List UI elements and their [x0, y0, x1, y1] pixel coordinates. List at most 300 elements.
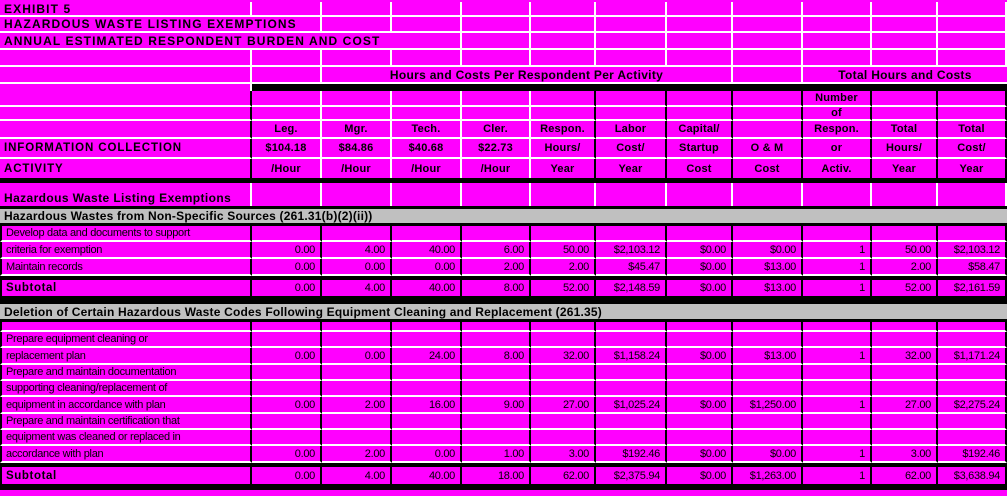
- empty-cell[interactable]: [667, 381, 733, 397]
- empty-cell[interactable]: [938, 17, 1007, 33]
- empty-cell[interactable]: [667, 189, 733, 206]
- empty-cell[interactable]: [322, 2, 392, 17]
- activity-label-cell[interactable]: Prepare and maintain documentation: [0, 365, 252, 381]
- empty-cell[interactable]: [596, 17, 667, 33]
- empty-cell[interactable]: [872, 2, 938, 17]
- value-cell[interactable]: $0.00: [667, 446, 733, 463]
- empty-cell[interactable]: [596, 189, 667, 206]
- subtotal-value-cell[interactable]: $2,148.59: [596, 280, 667, 296]
- subtotal-value-cell[interactable]: 40.00: [392, 280, 462, 296]
- value-cell[interactable]: 3.00: [531, 446, 596, 463]
- empty-cell[interactable]: [462, 2, 531, 17]
- column-header-cell[interactable]: $104.18: [252, 139, 322, 159]
- row-header-cell[interactable]: ACTIVITY: [0, 159, 252, 178]
- empty-cell[interactable]: [733, 414, 803, 430]
- value-cell[interactable]: $0.00: [667, 259, 733, 276]
- empty-cell[interactable]: [803, 381, 872, 397]
- empty-cell[interactable]: [596, 332, 667, 348]
- value-cell[interactable]: 2.00: [322, 446, 392, 463]
- empty-cell[interactable]: [872, 430, 938, 446]
- empty-cell[interactable]: [531, 365, 596, 381]
- empty-cell[interactable]: [733, 67, 803, 84]
- empty-cell[interactable]: [667, 226, 733, 242]
- empty-cell[interactable]: [596, 50, 667, 67]
- value-cell[interactable]: 1.00: [462, 446, 531, 463]
- empty-cell: [531, 322, 596, 332]
- column-header-cell[interactable]: [938, 107, 1007, 121]
- column-header-cell[interactable]: /Hour: [252, 159, 322, 178]
- value-cell[interactable]: 0.00: [392, 446, 462, 463]
- value-cell[interactable]: 8.00: [462, 348, 531, 365]
- empty-cell[interactable]: [872, 381, 938, 397]
- empty-cell[interactable]: [803, 189, 872, 206]
- activity-row: [0, 259, 1007, 276]
- subtotal-value-cell[interactable]: 1: [803, 467, 872, 484]
- subtotal-value-cell[interactable]: $1,263.00: [733, 467, 803, 484]
- empty-cell[interactable]: [733, 50, 803, 67]
- value-cell[interactable]: 40.00: [392, 242, 462, 259]
- column-header-row: [0, 91, 1007, 107]
- value-cell[interactable]: 6.00: [462, 242, 531, 259]
- empty-cell[interactable]: [803, 33, 872, 50]
- empty-cell[interactable]: [938, 33, 1007, 50]
- subtotal-value-cell[interactable]: $2,375.94: [596, 467, 667, 484]
- subtotal-value-cell[interactable]: 0.00: [252, 467, 322, 484]
- sheet-title-cell[interactable]: EXHIBIT 5: [0, 2, 252, 17]
- empty-cell[interactable]: [462, 332, 531, 348]
- sheet-title-cell[interactable]: HAZARDOUS WASTE LISTING EXEMPTIONS: [0, 17, 322, 33]
- value-cell[interactable]: 1: [803, 348, 872, 365]
- empty-cell[interactable]: [938, 226, 1007, 242]
- column-header-cell[interactable]: Respon.: [531, 121, 596, 139]
- blank-row: [0, 50, 1007, 67]
- value-cell[interactable]: $192.46: [596, 446, 667, 463]
- empty-cell[interactable]: [392, 17, 462, 33]
- column-header-cell[interactable]: /Hour: [392, 159, 462, 178]
- empty-cell[interactable]: [462, 430, 531, 446]
- row-header-cell[interactable]: [0, 121, 252, 139]
- empty-cell: [0, 84, 252, 91]
- empty-cell[interactable]: [803, 226, 872, 242]
- value-cell[interactable]: $1,158.24: [596, 348, 667, 365]
- empty-cell[interactable]: [0, 50, 252, 67]
- empty-cell[interactable]: [938, 2, 1007, 17]
- column-header-cell[interactable]: [322, 107, 392, 121]
- column-header-cell[interactable]: Year: [531, 159, 596, 178]
- subtotal-value-cell[interactable]: 62.00: [872, 467, 938, 484]
- value-cell[interactable]: $1,250.00: [733, 397, 803, 414]
- empty-cell[interactable]: [392, 332, 462, 348]
- empty-cell[interactable]: [667, 365, 733, 381]
- empty-cell: [322, 322, 392, 332]
- value-cell[interactable]: 9.00: [462, 397, 531, 414]
- column-header-cell[interactable]: Hours/: [872, 139, 938, 159]
- column-header-cell[interactable]: [462, 107, 531, 121]
- value-cell[interactable]: $2,103.12: [938, 242, 1007, 259]
- empty-cell[interactable]: [938, 365, 1007, 381]
- empty-cell[interactable]: [938, 381, 1007, 397]
- empty-cell[interactable]: [322, 414, 392, 430]
- empty-cell[interactable]: [462, 50, 531, 67]
- column-header-cell[interactable]: $84.86: [322, 139, 392, 159]
- empty-cell[interactable]: [392, 189, 462, 206]
- empty-cell[interactable]: [733, 2, 803, 17]
- value-cell[interactable]: $2,275.24: [938, 397, 1007, 414]
- column-header-cell[interactable]: [667, 107, 733, 121]
- value-cell[interactable]: 0.00: [252, 259, 322, 276]
- empty-cell[interactable]: [531, 189, 596, 206]
- column-header-cell[interactable]: [596, 107, 667, 121]
- empty-cell[interactable]: [872, 189, 938, 206]
- subtotal-label-cell[interactable]: Subtotal: [0, 467, 252, 484]
- empty-cell[interactable]: [938, 332, 1007, 348]
- empty-cell[interactable]: [872, 17, 938, 33]
- section-header-row: [0, 301, 1007, 322]
- value-cell[interactable]: $13.00: [733, 259, 803, 276]
- empty-cell[interactable]: [392, 2, 462, 17]
- empty-cell: [392, 322, 462, 332]
- column-header-cell[interactable]: /Hour: [322, 159, 392, 178]
- activity-label-cell[interactable]: Prepare and maintain certification that: [0, 414, 252, 430]
- empty-cell[interactable]: [803, 2, 872, 17]
- empty-cell[interactable]: [667, 50, 733, 67]
- column-header-cell[interactable]: or: [803, 139, 872, 159]
- empty-cell[interactable]: [252, 332, 322, 348]
- empty-cell[interactable]: [531, 50, 596, 67]
- empty-cell[interactable]: [392, 381, 462, 397]
- column-header-cell[interactable]: Cost: [733, 159, 803, 178]
- value-cell[interactable]: $0.00: [667, 242, 733, 259]
- activity-row: [0, 332, 1007, 348]
- value-cell[interactable]: 32.00: [872, 348, 938, 365]
- empty-cell[interactable]: [531, 2, 596, 17]
- column-header-cell[interactable]: Respon.: [803, 121, 872, 139]
- column-header-cell[interactable]: Number: [803, 91, 872, 107]
- band-header-row: [0, 67, 1007, 84]
- row-header-cell[interactable]: [0, 91, 252, 107]
- empty-cell[interactable]: [872, 33, 938, 50]
- activity-label-cell[interactable]: equipment in accordance with plan: [0, 397, 252, 414]
- column-header-cell[interactable]: [872, 107, 938, 121]
- subtotal-value-cell[interactable]: 52.00: [872, 280, 938, 296]
- empty-cell[interactable]: [322, 381, 392, 397]
- column-header-cell[interactable]: [872, 91, 938, 107]
- activity-label-cell[interactable]: equipment was cleaned or replaced in: [0, 430, 252, 446]
- column-header-cell[interactable]: $22.73: [462, 139, 531, 159]
- value-cell[interactable]: 50.00: [531, 242, 596, 259]
- empty-cell: [0, 322, 252, 332]
- empty-cell[interactable]: [733, 33, 803, 50]
- empty-cell[interactable]: [803, 414, 872, 430]
- empty-cell[interactable]: [733, 430, 803, 446]
- subtotal-value-cell[interactable]: 52.00: [531, 280, 596, 296]
- subtotal-value-cell[interactable]: 1: [803, 280, 872, 296]
- value-cell[interactable]: 0.00: [252, 446, 322, 463]
- empty-cell[interactable]: [322, 226, 392, 242]
- empty-cell[interactable]: [462, 365, 531, 381]
- section-header-row: [0, 206, 1007, 226]
- value-cell[interactable]: 0.00: [252, 397, 322, 414]
- value-cell[interactable]: 1: [803, 397, 872, 414]
- column-header-cell[interactable]: [596, 91, 667, 107]
- subtotal-label-cell[interactable]: Subtotal: [0, 280, 252, 296]
- empty-cell: [938, 322, 1007, 332]
- empty-cell[interactable]: [252, 430, 322, 446]
- column-header-cell[interactable]: Leg.: [252, 121, 322, 139]
- empty-cell[interactable]: [252, 50, 322, 67]
- value-cell[interactable]: 0.00: [322, 259, 392, 276]
- value-cell[interactable]: 0.00: [392, 259, 462, 276]
- activity-label-cell[interactable]: Develop data and documents to support: [0, 226, 252, 242]
- column-header-cell[interactable]: Capital/: [667, 121, 733, 139]
- section-title-cell[interactable]: Hazardous Wastes from Non-Specific Sources (261.31(b)(2)(ii)): [0, 206, 1007, 226]
- value-cell[interactable]: $1,025.24: [596, 397, 667, 414]
- empty-cell[interactable]: [392, 414, 462, 430]
- empty-cell[interactable]: [322, 50, 392, 67]
- empty-cell[interactable]: [462, 381, 531, 397]
- value-cell[interactable]: $2,103.12: [596, 242, 667, 259]
- empty-cell[interactable]: [252, 381, 322, 397]
- column-header-cell[interactable]: [252, 91, 322, 107]
- subtotal-value-cell[interactable]: 8.00: [462, 280, 531, 296]
- empty-cell[interactable]: [531, 226, 596, 242]
- activity-label-cell[interactable]: supporting cleaning/replacement of: [0, 381, 252, 397]
- subtotal-value-cell[interactable]: 4.00: [322, 467, 392, 484]
- empty-cell[interactable]: [462, 189, 531, 206]
- value-cell[interactable]: 3.00: [872, 446, 938, 463]
- empty-cell[interactable]: [392, 50, 462, 67]
- column-header-cell[interactable]: Mgr.: [322, 121, 392, 139]
- value-cell[interactable]: 24.00: [392, 348, 462, 365]
- empty-cell[interactable]: [531, 17, 596, 33]
- empty-cell[interactable]: [392, 430, 462, 446]
- empty-cell[interactable]: [322, 332, 392, 348]
- empty-cell[interactable]: [667, 414, 733, 430]
- column-header-cell[interactable]: [733, 91, 803, 107]
- empty-cell[interactable]: [733, 381, 803, 397]
- empty-cell[interactable]: [872, 50, 938, 67]
- empty-cell[interactable]: [252, 2, 322, 17]
- column-header-cell[interactable]: Year: [938, 159, 1007, 178]
- empty-cell[interactable]: [252, 226, 322, 242]
- separator-bar: [0, 84, 1007, 91]
- empty-cell[interactable]: [596, 2, 667, 17]
- empty-cell[interactable]: [733, 17, 803, 33]
- empty-cell[interactable]: [462, 33, 531, 50]
- empty-cell[interactable]: [531, 381, 596, 397]
- column-header-cell[interactable]: of: [803, 107, 872, 121]
- empty-cell[interactable]: [803, 332, 872, 348]
- value-cell[interactable]: $0.00: [733, 242, 803, 259]
- empty-cell[interactable]: [938, 430, 1007, 446]
- subtotal-value-cell[interactable]: $0.00: [667, 280, 733, 296]
- value-cell[interactable]: 2.00: [531, 259, 596, 276]
- column-header-cell[interactable]: Cost/: [596, 139, 667, 159]
- empty-cell[interactable]: [938, 189, 1007, 206]
- empty-cell[interactable]: [596, 381, 667, 397]
- column-header-cell[interactable]: [667, 91, 733, 107]
- empty-cell[interactable]: [667, 33, 733, 50]
- activity-row: [0, 365, 1007, 381]
- empty-cell[interactable]: [462, 17, 531, 33]
- column-header-cell[interactable]: Year: [872, 159, 938, 178]
- value-cell[interactable]: $0.00: [667, 348, 733, 365]
- empty-cell[interactable]: [733, 365, 803, 381]
- empty-cell[interactable]: [531, 414, 596, 430]
- value-cell[interactable]: 0.00: [252, 348, 322, 365]
- value-cell[interactable]: 50.00: [872, 242, 938, 259]
- value-cell[interactable]: 27.00: [531, 397, 596, 414]
- column-header-cell[interactable]: Startup: [667, 139, 733, 159]
- empty-cell[interactable]: [872, 365, 938, 381]
- sheet-title-cell[interactable]: ANNUAL ESTIMATED RESPONDENT BURDEN AND COST: [0, 33, 462, 50]
- empty-cell[interactable]: [733, 226, 803, 242]
- empty-cell[interactable]: [667, 430, 733, 446]
- empty-cell[interactable]: [872, 414, 938, 430]
- empty-cell[interactable]: [596, 414, 667, 430]
- empty-cell[interactable]: [667, 332, 733, 348]
- column-header-cell[interactable]: [733, 121, 803, 139]
- empty-cell[interactable]: [322, 17, 392, 33]
- value-cell[interactable]: 27.00: [872, 397, 938, 414]
- empty-cell[interactable]: [322, 189, 392, 206]
- column-header-cell[interactable]: [733, 107, 803, 121]
- value-cell[interactable]: 0.00: [322, 348, 392, 365]
- empty-cell[interactable]: [803, 17, 872, 33]
- band-header-totals[interactable]: Total Hours and Costs: [803, 67, 1007, 84]
- column-header-cell[interactable]: [531, 91, 596, 107]
- empty-cell[interactable]: [392, 365, 462, 381]
- subtotal-value-cell[interactable]: $2,161.59: [938, 280, 1007, 296]
- column-header-cell[interactable]: [322, 91, 392, 107]
- value-cell[interactable]: 4.00: [322, 242, 392, 259]
- column-header-row: [0, 159, 1007, 178]
- value-cell[interactable]: $192.46: [938, 446, 1007, 463]
- column-header-cell[interactable]: Cost: [667, 159, 733, 178]
- value-cell[interactable]: $1,171.24: [938, 348, 1007, 365]
- empty-cell: [462, 322, 531, 332]
- column-header-cell[interactable]: Cler.: [462, 121, 531, 139]
- empty-cell[interactable]: [872, 226, 938, 242]
- empty-cell[interactable]: [733, 189, 803, 206]
- subtotal-value-cell[interactable]: 62.00: [531, 467, 596, 484]
- value-cell[interactable]: $0.00: [667, 397, 733, 414]
- column-header-cell[interactable]: [531, 107, 596, 121]
- title-row: [0, 33, 1007, 50]
- empty-cell[interactable]: [872, 332, 938, 348]
- empty-cell[interactable]: [462, 414, 531, 430]
- empty-cell[interactable]: [0, 67, 252, 84]
- subtotal-value-cell[interactable]: 40.00: [392, 467, 462, 484]
- activity-label-cell[interactable]: accordance with plan: [0, 446, 252, 463]
- empty-cell[interactable]: [596, 430, 667, 446]
- column-header-cell[interactable]: Cost/: [938, 139, 1007, 159]
- column-header-cell[interactable]: [252, 107, 322, 121]
- empty-cell[interactable]: [596, 33, 667, 50]
- empty-cell[interactable]: [252, 189, 322, 206]
- column-header-cell[interactable]: Total: [872, 121, 938, 139]
- column-header-cell[interactable]: Labor: [596, 121, 667, 139]
- activity-label-cell[interactable]: replacement plan: [0, 348, 252, 365]
- empty-cell[interactable]: [322, 430, 392, 446]
- value-cell[interactable]: 2.00: [322, 397, 392, 414]
- group-title-cell[interactable]: Hazardous Waste Listing Exemptions: [0, 189, 252, 206]
- value-cell[interactable]: $45.47: [596, 259, 667, 276]
- subtotal-value-cell[interactable]: 18.00: [462, 467, 531, 484]
- value-cell[interactable]: 2.00: [872, 259, 938, 276]
- row-header-cell[interactable]: INFORMATION COLLECTION: [0, 139, 252, 159]
- empty-cell: [733, 322, 803, 332]
- value-cell[interactable]: 32.00: [531, 348, 596, 365]
- activity-label-cell[interactable]: Prepare equipment cleaning or: [0, 332, 252, 348]
- empty-cell[interactable]: [938, 414, 1007, 430]
- row-header-cell[interactable]: [0, 107, 252, 121]
- column-header-cell[interactable]: Activ.: [803, 159, 872, 178]
- subtotal-value-cell[interactable]: $0.00: [667, 467, 733, 484]
- activity-row: [0, 430, 1007, 446]
- empty-cell[interactable]: [252, 365, 322, 381]
- empty-cell[interactable]: [733, 332, 803, 348]
- value-cell[interactable]: 16.00: [392, 397, 462, 414]
- column-header-cell[interactable]: [392, 107, 462, 121]
- empty-cell[interactable]: [667, 17, 733, 33]
- empty-cell[interactable]: [803, 430, 872, 446]
- empty-cell[interactable]: [803, 365, 872, 381]
- column-header-cell[interactable]: /Hour: [462, 159, 531, 178]
- empty-cell[interactable]: [531, 430, 596, 446]
- separator-bar: [0, 484, 1007, 490]
- empty-cell[interactable]: [938, 50, 1007, 67]
- value-cell[interactable]: 0.00: [252, 242, 322, 259]
- value-cell[interactable]: 1: [803, 446, 872, 463]
- value-cell[interactable]: 1: [803, 259, 872, 276]
- subtotal-value-cell[interactable]: 4.00: [322, 280, 392, 296]
- empty-cell[interactable]: [531, 33, 596, 50]
- column-header-cell[interactable]: [392, 91, 462, 107]
- empty-cell[interactable]: [531, 332, 596, 348]
- empty-cell[interactable]: [803, 50, 872, 67]
- empty-cell[interactable]: [252, 414, 322, 430]
- section-title-cell[interactable]: Deletion of Certain Hazardous Waste Codes Following Equipment Cleaning and Replacement (261.35): [0, 301, 1007, 322]
- column-header-cell[interactable]: [938, 91, 1007, 107]
- empty-cell[interactable]: [596, 365, 667, 381]
- band-header-per-respondent[interactable]: Hours and Costs Per Respondent Per Activity: [322, 67, 733, 84]
- column-header-cell[interactable]: Tech.: [392, 121, 462, 139]
- activity-label-cell[interactable]: criteria for exemption: [0, 242, 252, 259]
- empty-cell[interactable]: [392, 226, 462, 242]
- empty-cell[interactable]: [462, 226, 531, 242]
- value-cell[interactable]: 1: [803, 242, 872, 259]
- column-header-cell[interactable]: O & M: [733, 139, 803, 159]
- subtotal-value-cell[interactable]: $3,638.94: [938, 467, 1007, 484]
- column-header-cell[interactable]: Year: [596, 159, 667, 178]
- empty-cell[interactable]: [322, 365, 392, 381]
- subtotal-value-cell[interactable]: 0.00: [252, 280, 322, 296]
- column-header-cell[interactable]: $40.68: [392, 139, 462, 159]
- column-header-cell[interactable]: Total: [938, 121, 1007, 139]
- value-cell[interactable]: 2.00: [462, 259, 531, 276]
- value-cell[interactable]: $0.00: [733, 446, 803, 463]
- activity-label-cell[interactable]: Maintain records: [0, 259, 252, 276]
- value-cell[interactable]: $13.00: [733, 348, 803, 365]
- empty-cell[interactable]: [252, 67, 322, 84]
- value-cell[interactable]: $58.47: [938, 259, 1007, 276]
- column-header-cell[interactable]: [462, 91, 531, 107]
- column-header-cell[interactable]: Hours/: [531, 139, 596, 159]
- empty-cell[interactable]: [596, 226, 667, 242]
- empty-cell[interactable]: [667, 2, 733, 17]
- subtotal-value-cell[interactable]: $13.00: [733, 280, 803, 296]
